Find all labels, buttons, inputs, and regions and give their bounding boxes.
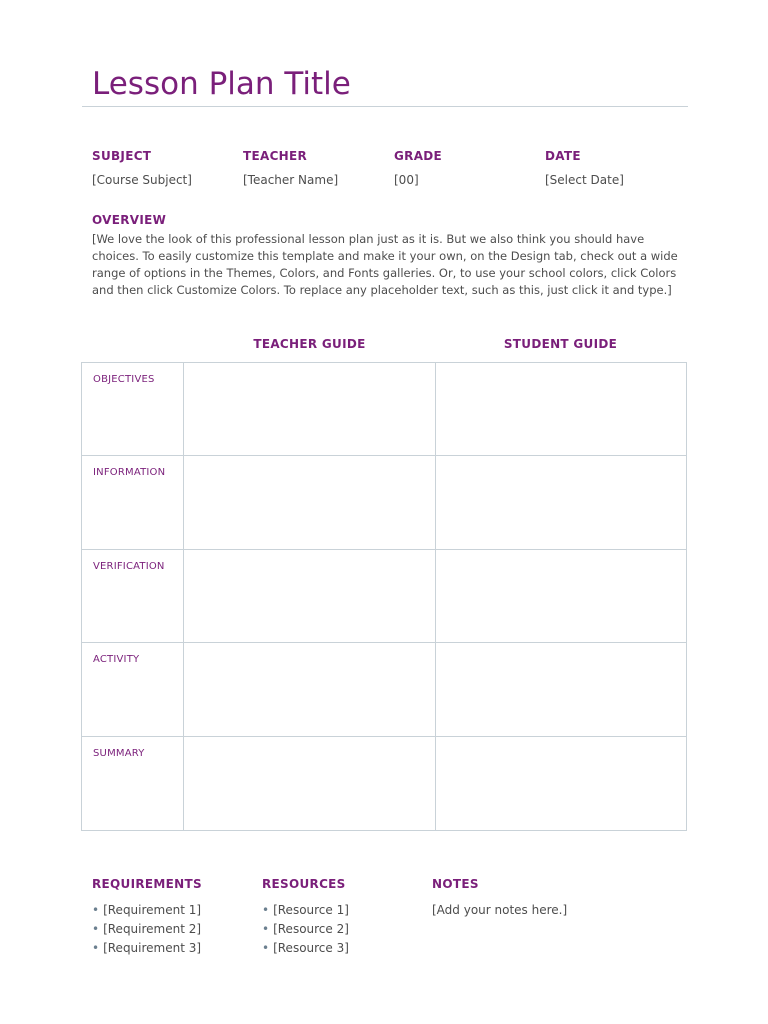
row-label-activity: ACTIVITY — [82, 643, 184, 736]
summary-student-cell[interactable] — [436, 737, 686, 830]
list-item[interactable]: • [Resource 2] — [262, 922, 349, 936]
subject-field — [92, 148, 242, 188]
bullet-icon: • — [92, 903, 100, 917]
page-title: Lesson Plan Title — [92, 66, 351, 102]
objectives-teacher-cell[interactable] — [184, 363, 436, 456]
grade-field — [394, 148, 544, 188]
date-field — [545, 148, 695, 188]
date-label: DATE — [545, 149, 581, 163]
list-item[interactable]: • [Requirement 3] — [92, 941, 202, 955]
notes-heading: NOTES — [432, 877, 479, 891]
information-teacher-cell[interactable] — [184, 456, 436, 549]
list-item[interactable]: • [Resource 1] — [262, 903, 349, 917]
grade-label: GRADE — [394, 149, 443, 163]
resources-list — [262, 901, 427, 958]
resources-section — [262, 876, 427, 958]
list-item[interactable]: • [Resource 3] — [262, 941, 349, 955]
teacher-label: TEACHER — [243, 149, 308, 163]
title-divider — [82, 106, 688, 107]
bullet-icon: • — [92, 922, 100, 936]
overview-text[interactable]: [We love the look of this professional lesson plan just as it is. But we also think you should have choices. To easily customize this template and make it your own, on the Design tab, check out a wide range of options in the Themes, Colors, and Fonts galleries. Or, to use your school colors, click Colors and then click Customize Colors. To replace any placeholder text, such as this, just click it and type.] — [92, 232, 678, 297]
row-label-information: INFORMATION — [82, 456, 184, 549]
bullet-icon: • — [262, 941, 270, 955]
verification-student-cell[interactable] — [436, 550, 686, 643]
subject-value[interactable]: [Course Subject] — [92, 173, 192, 187]
guide-table — [81, 362, 687, 831]
date-value[interactable]: [Select Date] — [545, 173, 624, 187]
requirements-heading: REQUIREMENTS — [92, 877, 202, 891]
list-item[interactable]: • [Requirement 1] — [92, 903, 202, 917]
teacher-guide-header: TEACHER GUIDE — [253, 337, 366, 351]
list-item[interactable]: • [Requirement 2] — [92, 922, 202, 936]
student-guide-header: STUDENT GUIDE — [503, 337, 618, 351]
requirements-list — [92, 901, 257, 958]
subject-label: SUBJECT — [92, 149, 152, 163]
notes-section — [432, 876, 672, 920]
activity-teacher-cell[interactable] — [184, 643, 436, 736]
notes-text[interactable]: [Add your notes here.] — [432, 903, 568, 917]
teacher-value[interactable]: [Teacher Name] — [243, 173, 339, 187]
row-label-summary: SUMMARY — [82, 737, 184, 830]
verification-teacher-cell[interactable] — [184, 550, 436, 643]
overview-heading: OVERVIEW — [92, 213, 167, 227]
bullet-icon: • — [262, 922, 270, 936]
information-student-cell[interactable] — [436, 456, 686, 549]
activity-student-cell[interactable] — [436, 643, 686, 736]
grade-value[interactable]: [00] — [394, 173, 419, 187]
summary-teacher-cell[interactable] — [184, 737, 436, 830]
row-label-objectives: OBJECTIVES — [82, 363, 184, 456]
resources-heading: RESOURCES — [262, 877, 346, 891]
requirements-section — [92, 876, 257, 958]
objectives-student-cell[interactable] — [436, 363, 686, 456]
teacher-field — [243, 148, 393, 188]
row-label-verification: VERIFICATION — [82, 550, 184, 643]
bullet-icon: • — [92, 941, 100, 955]
bullet-icon: • — [262, 903, 270, 917]
